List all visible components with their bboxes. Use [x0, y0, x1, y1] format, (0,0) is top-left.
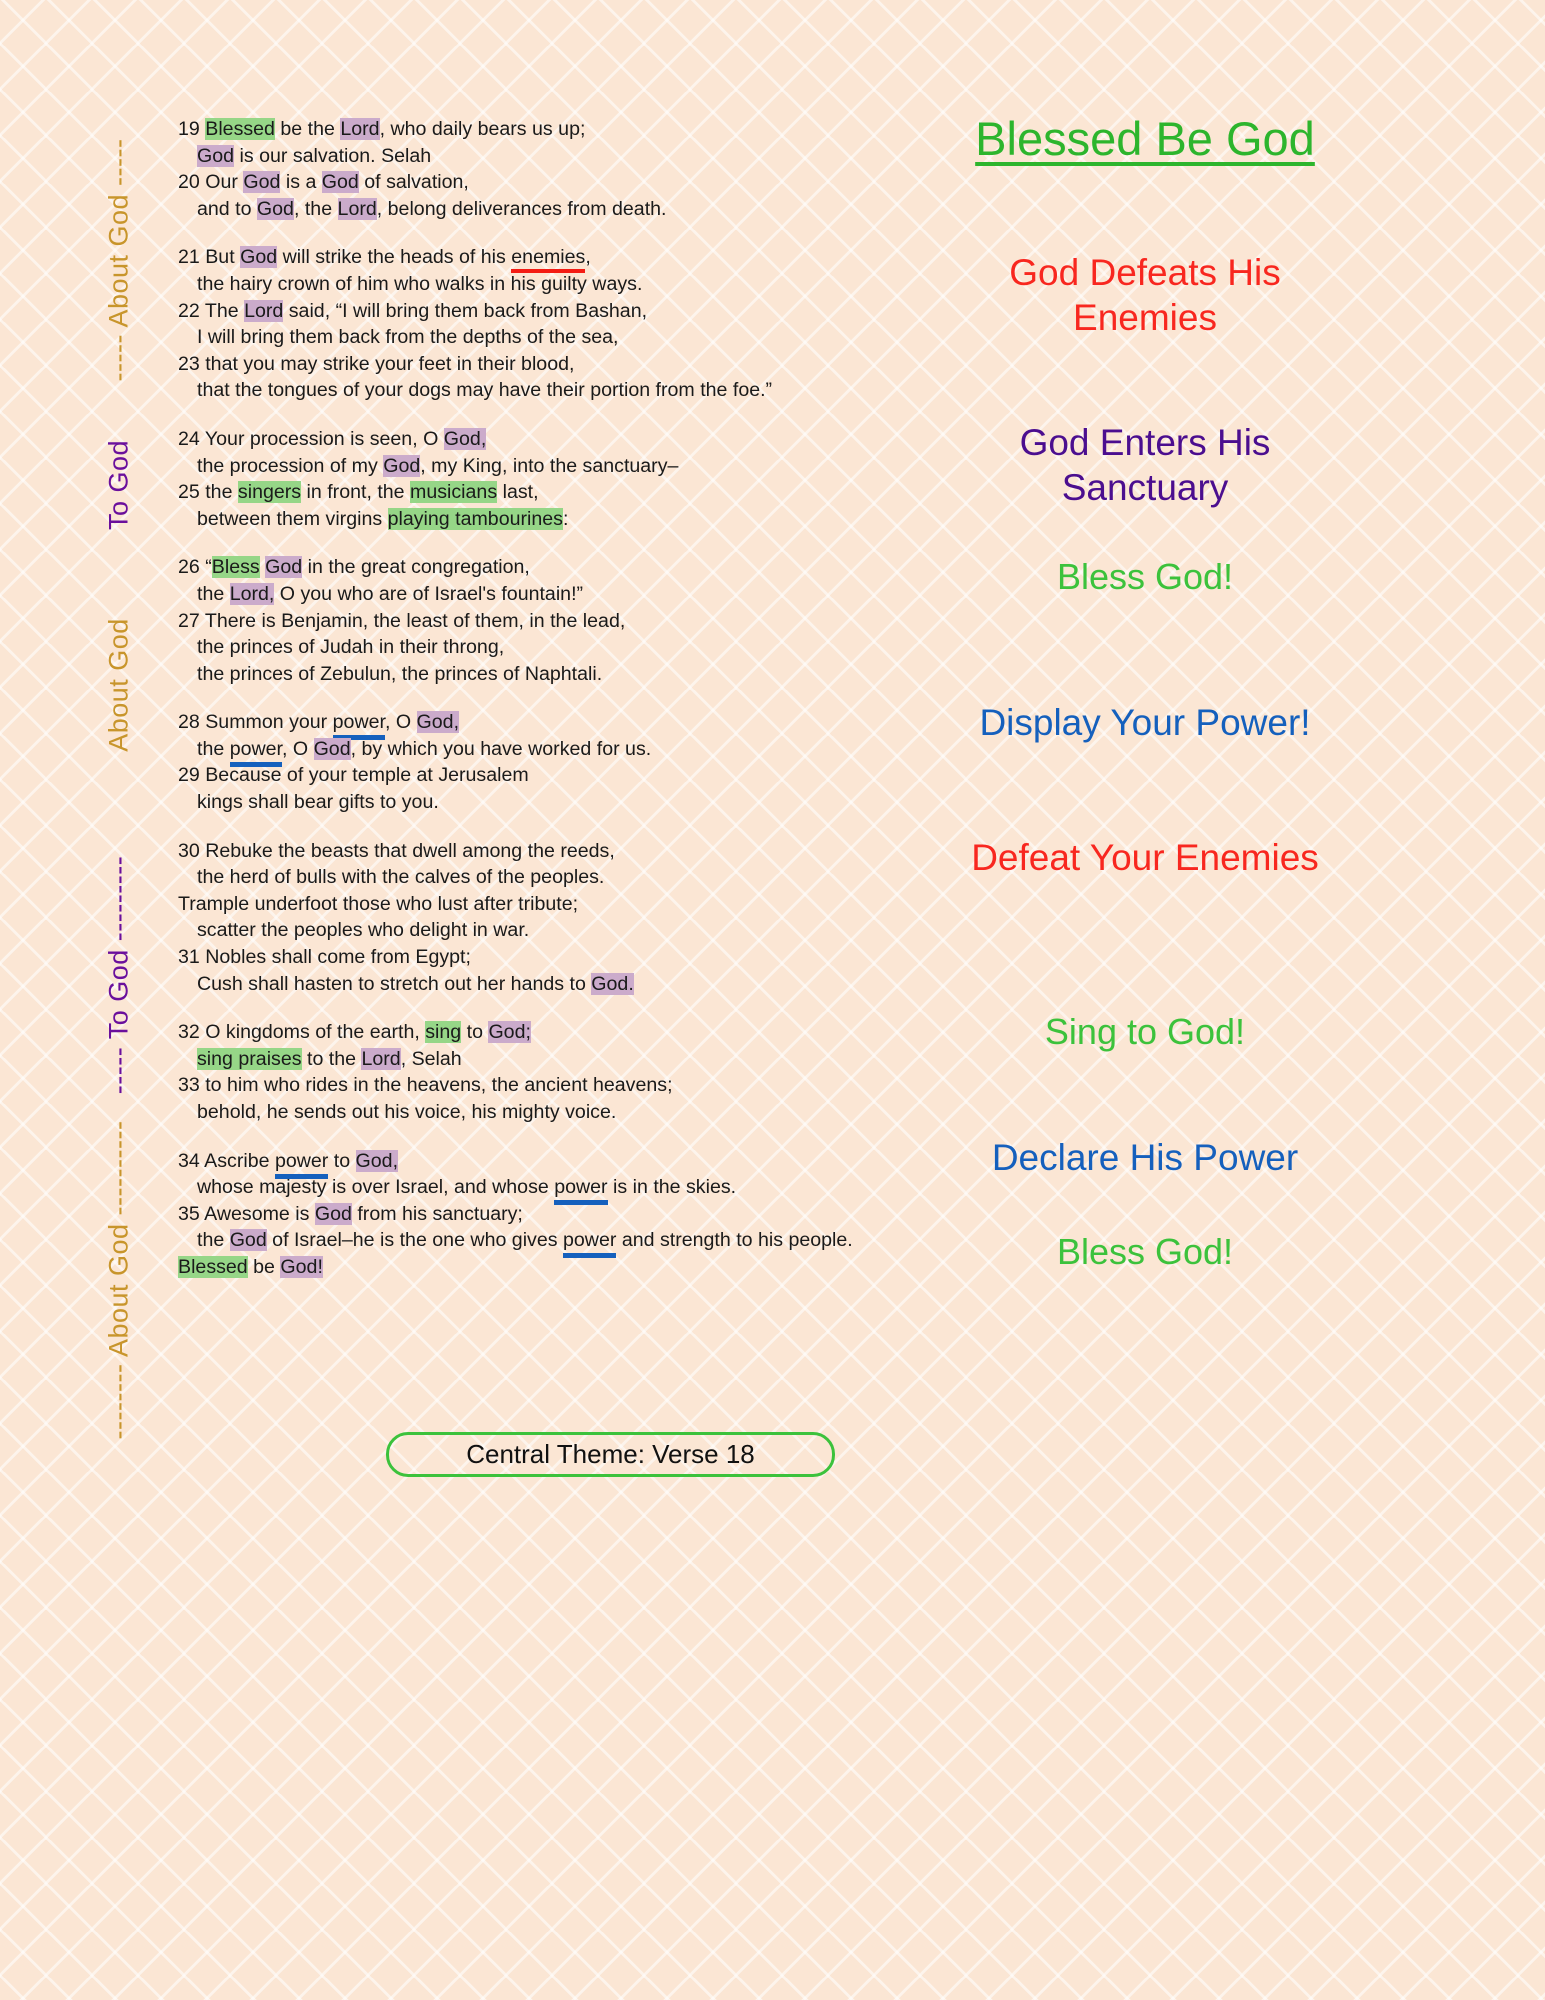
- psalm-line: [178, 324, 788, 351]
- highlight-purple-text: God;: [488, 1021, 531, 1044]
- psalm-text: whose majesty is over Israel, and whose: [197, 1176, 555, 1199]
- underline-blue-text: power: [230, 738, 282, 767]
- psalm-line: [178, 1019, 788, 1046]
- psalm-line: [178, 634, 788, 661]
- highlight-purple-text: God.: [591, 972, 634, 995]
- highlight-purple-text: Lord: [340, 118, 380, 140]
- psalm-text: to the: [301, 1047, 362, 1070]
- central-theme-badge: [386, 1432, 835, 1477]
- psalm-line: [178, 244, 788, 271]
- section-heading-8: Declare His Power: [991, 1137, 1299, 1178]
- psalm-text: 34 Ascribe: [178, 1149, 275, 1172]
- psalm-line: [178, 377, 788, 404]
- highlight-green-text: singers: [237, 481, 302, 504]
- psalm-line: [178, 661, 788, 688]
- psalm-text: of salvation,: [358, 171, 469, 194]
- psalm-line: [178, 864, 788, 891]
- psalm-text: the: [197, 582, 230, 605]
- highlight-green-text: playing tambourines: [387, 507, 563, 530]
- psalm-text: 28 Summon your: [178, 711, 333, 734]
- psalm-line: [178, 608, 788, 635]
- psalm-text: kings shall bear gifts to you.: [197, 791, 439, 814]
- psalm-line: [178, 1174, 788, 1201]
- psalm-text: , the: [293, 197, 338, 220]
- psalm-line: [178, 351, 788, 378]
- psalm-line: [178, 271, 788, 298]
- highlight-purple-text: Lord,: [229, 582, 275, 605]
- psalm-line: [178, 917, 788, 944]
- psalm-line: [178, 581, 788, 608]
- psalm-stanza: [178, 116, 788, 222]
- psalm-text: , O: [384, 711, 417, 734]
- psalm-text: of Israel–he is the one who gives: [266, 1229, 563, 1252]
- rail-label-3: About God: [103, 618, 134, 752]
- psalm-text: :: [562, 507, 569, 530]
- psalm-text: the herd of bulls with the calves of the peoples.: [197, 866, 605, 889]
- highlight-purple-text: God: [240, 246, 278, 269]
- psalm-text: that the tongues of your dogs may have their portion from the foe.”: [197, 379, 773, 402]
- central-theme-label: Central Theme: Verse 18: [466, 1439, 755, 1469]
- psalm-line: [178, 1072, 788, 1099]
- psalm-text: be the: [274, 118, 341, 140]
- psalm-text: O you who are of Israel's fountain!”: [274, 582, 584, 605]
- highlight-purple-text: Lord: [361, 1047, 401, 1070]
- psalm-text: 22 The: [178, 299, 245, 322]
- highlight-purple-text: God,: [355, 1149, 399, 1172]
- psalm-text: in front, the: [301, 481, 411, 504]
- psalm-text: I will bring them back from the depths of the sea,: [197, 326, 619, 349]
- psalm-line: [178, 1254, 788, 1281]
- underline-blue-text: power: [275, 1150, 328, 1179]
- psalm-line: [178, 1046, 788, 1073]
- psalm-text: is in the skies.: [607, 1176, 737, 1199]
- highlight-purple-text: God: [321, 171, 359, 194]
- psalm-text: the: [197, 1229, 230, 1252]
- psalm-text: 23 that you may strike your feet in their blood,: [178, 352, 575, 375]
- psalm-text: and strength to his people.: [616, 1229, 853, 1252]
- psalm-stanza: [178, 1019, 788, 1125]
- psalm-line: [178, 736, 788, 763]
- psalm-text: to: [328, 1149, 356, 1172]
- section-heading-4: Bless God!: [1056, 556, 1234, 597]
- psalm-text: 20 Our: [178, 171, 244, 194]
- psalm-text: 19: [178, 118, 206, 140]
- psalm-text: 30 Rebuke the beasts that dwell among the reeds,: [178, 839, 615, 862]
- psalm-line: [178, 838, 788, 865]
- rail-label-1: ----- About God -----: [103, 138, 134, 382]
- highlight-green-text: Blessed: [205, 118, 275, 140]
- psalm-stanza: [178, 244, 788, 404]
- psalm-line: [178, 479, 788, 506]
- psalm-text: is our salvation. Selah: [234, 144, 432, 167]
- section-heading-2: God Defeats His Enemies: [1009, 252, 1281, 339]
- psalm-text: , belong deliverances from death.: [376, 197, 667, 220]
- section-heading-7: Sing to God!: [1044, 1011, 1246, 1052]
- psalm-text: 29 Because of your temple at Jerusalem: [178, 764, 529, 787]
- psalm-text: , by which you have worked for us.: [350, 737, 652, 760]
- psalm-line: [178, 426, 788, 453]
- underline-red-text: enemies: [511, 246, 585, 273]
- highlight-green-text: musicians: [410, 481, 498, 504]
- psalm-text-column: [178, 116, 853, 1303]
- psalm-stanza: [178, 554, 788, 687]
- psalm-line: [178, 554, 788, 581]
- psalm-text: 26 “: [178, 556, 212, 579]
- psalm-line: [178, 506, 788, 533]
- psalm-text: will strike the heads of his: [277, 246, 512, 269]
- psalm-stanza: [178, 426, 788, 532]
- psalm-line: [178, 1148, 788, 1175]
- highlight-purple-text: God: [197, 144, 235, 167]
- section-heading-1: Blessed Be God: [975, 112, 1315, 165]
- psalm-line: [178, 143, 788, 170]
- structure-rail: [96, 110, 142, 1440]
- underline-blue-text: power: [554, 1176, 607, 1205]
- highlight-green-text: Bless: [211, 556, 260, 579]
- rail-label-4: ----- To God ---------: [103, 855, 134, 1095]
- highlight-purple-text: God,: [416, 711, 460, 734]
- psalm-line: [178, 762, 788, 789]
- highlight-purple-text: God: [243, 171, 281, 194]
- psalm-line: [178, 1227, 853, 1254]
- psalm-text: 27 There is Benjamin, the least of them, in the lead,: [178, 609, 626, 632]
- highlight-purple-text: Lord: [337, 197, 377, 220]
- rail-label-5: -------- About God ----------: [103, 1120, 134, 1440]
- psalm-text: scatter the peoples who delight in war.: [197, 919, 530, 942]
- psalm-line: [178, 971, 788, 998]
- psalm-text: 24 Your procession is seen, O: [178, 427, 444, 450]
- psalm-text: said, “I will bring them back from Bashan,: [283, 299, 648, 322]
- psalm-line: [178, 196, 788, 223]
- psalm-text: last,: [497, 481, 539, 504]
- psalm-text: 31 Nobles shall come from Egypt;: [178, 946, 471, 969]
- psalm-text: 32 O kingdoms of the earth,: [178, 1021, 426, 1044]
- psalm-text: , Selah: [400, 1047, 462, 1070]
- highlight-purple-text: God: [229, 1229, 267, 1252]
- psalm-line: [178, 298, 788, 325]
- psalm-line: [178, 709, 788, 736]
- psalm-line: [178, 1099, 788, 1126]
- psalm-line: [178, 789, 788, 816]
- psalm-text: is a: [280, 171, 322, 194]
- psalm-text: from his sanctuary;: [351, 1202, 523, 1225]
- section-heading-3: God Enters His Sanctuary: [1019, 422, 1271, 509]
- underline-blue-text: power: [333, 711, 385, 740]
- psalm-text: the princes of Zebulun, the princes of Naphtali.: [197, 662, 603, 685]
- highlight-purple-text: God,: [443, 427, 487, 450]
- highlight-green-text: sing praises: [197, 1047, 302, 1070]
- psalm-text: in the great congregation,: [302, 556, 530, 579]
- highlight-purple-text: Lord: [244, 299, 284, 322]
- psalm-text: 33 to him who rides in the heavens, the ancient heavens;: [178, 1074, 673, 1097]
- psalm-text: Trample underfoot those who lust after tribute;: [178, 892, 579, 915]
- highlight-purple-text: God: [256, 197, 294, 220]
- psalm-text: 21 But: [178, 246, 241, 269]
- psalm-text: to: [461, 1021, 489, 1044]
- highlight-green-text: Blessed: [178, 1255, 248, 1278]
- underline-blue-text: power: [563, 1229, 616, 1258]
- psalm-stanza: [178, 838, 788, 998]
- psalm-line: [178, 891, 788, 918]
- highlight-purple-text: God: [314, 1202, 352, 1225]
- psalm-line: [178, 453, 788, 480]
- psalm-text: the princes of Judah in their throng,: [197, 636, 505, 659]
- section-heading-6: Defeat Your Enemies: [971, 837, 1319, 878]
- psalm-text: behold, he sends out his voice, his mighty voice.: [197, 1101, 617, 1123]
- psalm-stanza: [178, 709, 788, 815]
- psalm-line: [178, 1201, 788, 1228]
- psalm-text: , who daily bears us up;: [379, 118, 586, 140]
- psalm-stanza: [178, 1148, 853, 1281]
- highlight-purple-text: God: [313, 737, 351, 760]
- section-heading-9: Bless God!: [1056, 1231, 1234, 1272]
- psalm-text: 35 Awesome is: [178, 1202, 315, 1225]
- psalm-text: 25 the: [178, 481, 238, 504]
- psalm-text: between them virgins: [197, 507, 388, 530]
- psalm-line: [178, 116, 788, 143]
- highlight-purple-text: God: [265, 556, 303, 579]
- psalm-line: [178, 169, 788, 196]
- psalm-text: and to: [197, 197, 257, 220]
- section-heading-5: Display Your Power!: [979, 702, 1311, 743]
- psalm-text: Cush shall hasten to stretch out her hands to: [197, 972, 592, 995]
- psalm-text: , O: [281, 737, 314, 760]
- psalm-text: be: [247, 1255, 281, 1278]
- rail-label-2: To God: [103, 439, 134, 531]
- psalm-text: the hairy crown of him who walks in his guilty ways.: [197, 272, 643, 295]
- psalm-text: the: [197, 737, 230, 760]
- psalm-text: , my King, into the sanctuary–: [420, 454, 679, 477]
- highlight-purple-text: God!: [280, 1255, 323, 1278]
- highlight-green-text: sing: [425, 1021, 462, 1044]
- psalm-text: ,: [585, 246, 591, 269]
- psalm-line: [178, 944, 788, 971]
- highlight-purple-text: God: [383, 454, 421, 477]
- psalm-text: the procession of my: [197, 454, 384, 477]
